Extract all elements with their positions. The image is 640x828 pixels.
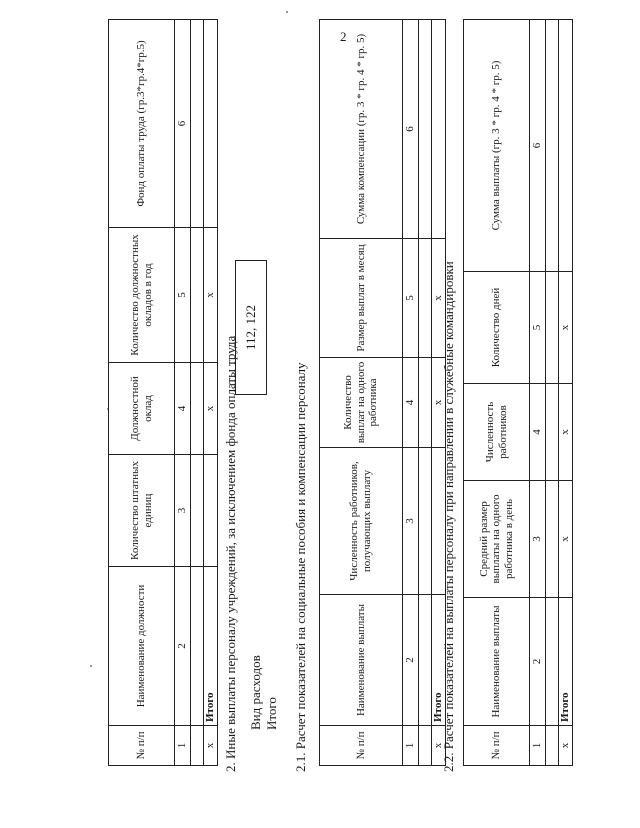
table-cell	[546, 726, 559, 766]
col-header: № п/п	[109, 726, 175, 766]
expense-type-value: 112, 122	[235, 260, 267, 395]
table-cell	[419, 595, 432, 726]
col-header: Сумма выплаты (гр. 3 * гр. 4 * гр. 5)	[464, 20, 530, 272]
table-cell: х	[559, 272, 573, 384]
col-number: 2	[175, 567, 191, 726]
col-number: 6	[530, 20, 546, 272]
table-cell: х	[204, 363, 218, 455]
table-cell	[191, 567, 204, 726]
col-header: Количество штатных единиц	[109, 455, 175, 567]
column-number-row	[175, 20, 191, 766]
table-cell	[191, 455, 204, 567]
table-row	[419, 20, 432, 766]
col-number: 6	[175, 20, 191, 228]
col-number: 3	[530, 481, 546, 598]
table-cell	[204, 455, 218, 567]
table-cell	[191, 20, 204, 228]
col-number: 1	[403, 726, 419, 766]
table-row	[191, 20, 204, 766]
rotated-document-body	[105, 0, 571, 780]
scan-speck	[90, 665, 92, 667]
table-cell	[419, 239, 432, 358]
col-header: № п/п	[320, 726, 403, 766]
col-header: № п/п	[464, 726, 530, 766]
table-cell: х	[204, 726, 218, 766]
expense-type-label: Вид расходов	[248, 655, 263, 730]
col-number: 6	[403, 20, 419, 239]
table-cell	[191, 363, 204, 455]
col-number: 2	[403, 595, 419, 726]
table-cell: х	[432, 358, 446, 448]
col-header: Наименование выплаты	[320, 595, 403, 726]
col-header: Численность работников	[464, 384, 530, 481]
table-cell	[419, 20, 432, 239]
table-cell	[546, 384, 559, 481]
column-number-row	[403, 20, 419, 766]
table-cell	[546, 272, 559, 384]
table-cell	[546, 481, 559, 598]
total-label: Итого	[204, 567, 218, 726]
col-header: Должностной оклад	[109, 363, 175, 455]
col-number: 1	[530, 726, 546, 766]
table-cell	[419, 358, 432, 448]
col-header: Количество выплат на одного работника	[320, 358, 403, 448]
col-number: 1	[175, 726, 191, 766]
compensation-table	[319, 19, 446, 766]
col-number: 3	[403, 448, 419, 595]
col-header: Численность работников, получающих выплату	[320, 448, 403, 595]
table-cell	[546, 20, 559, 272]
col-number: 5	[175, 228, 191, 363]
total-row	[204, 20, 218, 766]
col-header: Фонд оплаты труда (гр.3*гр.4*гр.5)	[109, 20, 175, 228]
table-cell	[191, 228, 204, 363]
table-cell	[432, 20, 446, 239]
col-number: 4	[530, 384, 546, 481]
total-row	[559, 20, 573, 766]
section-2-title: 2. Иные выплаты персоналу учреждений, за исключением фонда оплаты труда	[223, 335, 238, 772]
table-cell: х	[432, 726, 446, 766]
col-number: 5	[530, 272, 546, 384]
col-header: Наименование выплаты	[464, 598, 530, 726]
col-header: Количество должностных окладов в год	[109, 228, 175, 363]
col-header: Размер выплат в месяц	[320, 239, 403, 358]
col-number: 4	[403, 358, 419, 448]
page-number: 2	[340, 29, 347, 44]
payroll-table	[108, 19, 218, 766]
total-label: Итого	[264, 697, 279, 730]
table-cell	[559, 20, 573, 272]
col-header: Наименование должности	[109, 567, 175, 726]
business-trip-table	[463, 19, 573, 766]
section-2-1-title: 2.1. Расчет показателей на социальные пособия и компенсации персоналу	[293, 362, 308, 772]
col-header: Сумма компенсации (гр. 3 * гр. 4 * гр. 5)	[320, 20, 403, 239]
table-row	[546, 20, 559, 766]
table-cell: х	[559, 726, 573, 766]
total-label: Итого	[432, 595, 446, 726]
table-cell: х	[204, 228, 218, 363]
col-number: 2	[530, 598, 546, 726]
section-2-2-title: 2.2. Расчет показателей на выплаты персоналу при направлении в служебные командировки	[441, 261, 456, 772]
table-cell	[419, 448, 432, 595]
col-header: Количество дней	[464, 272, 530, 384]
table-cell	[419, 726, 432, 766]
table-header-row	[464, 20, 530, 766]
col-number: 3	[175, 455, 191, 567]
table-cell	[191, 726, 204, 766]
table-cell	[546, 598, 559, 726]
table-cell: х	[559, 481, 573, 598]
column-number-row	[530, 20, 546, 766]
col-number: 4	[175, 363, 191, 455]
table-cell: х	[432, 239, 446, 358]
table-cell: х	[559, 384, 573, 481]
table-cell	[204, 20, 218, 228]
table-header-row	[320, 20, 403, 766]
table-header-row	[109, 20, 175, 766]
total-label: Итого	[559, 598, 573, 726]
col-number: 5	[403, 239, 419, 358]
col-header: Средний размер выплаты на одного работника в день	[464, 481, 530, 598]
